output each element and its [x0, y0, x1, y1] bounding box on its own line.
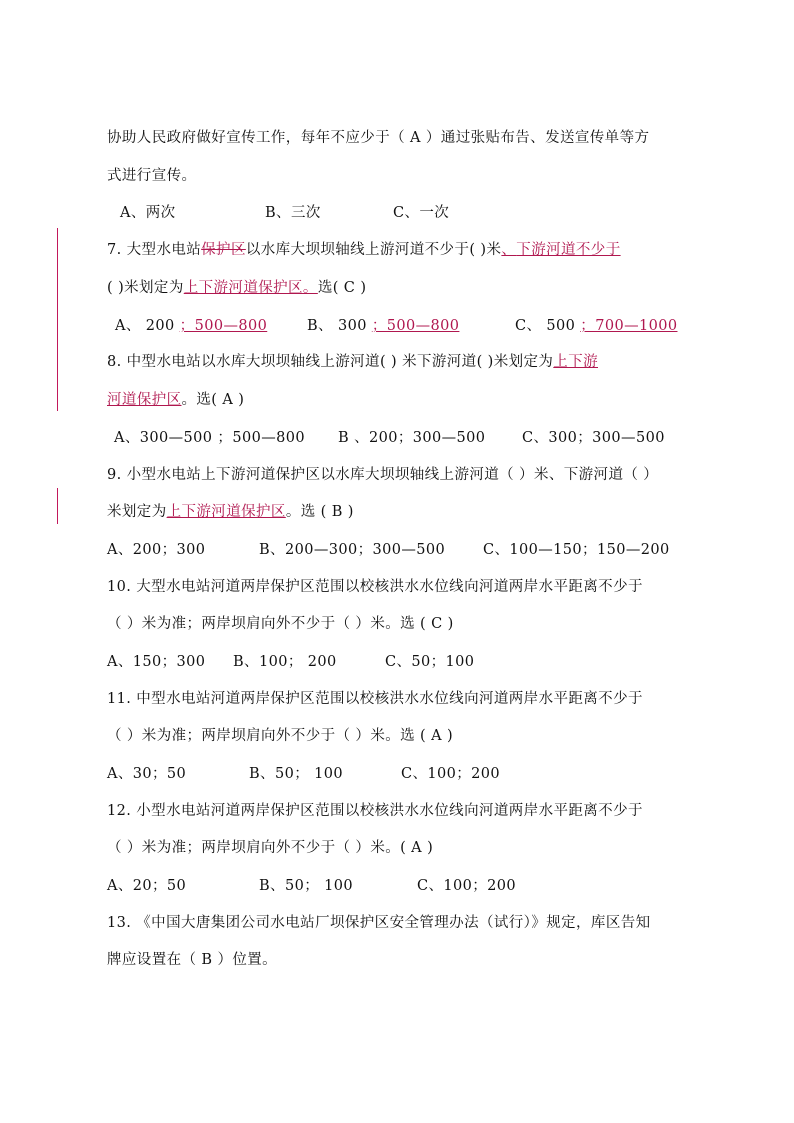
option-a: A、两次 [120, 205, 176, 221]
inserted-text: 下游河道不少于 [516, 242, 621, 258]
question-9-line-2 [107, 502, 354, 522]
text: 选( C ) [317, 280, 367, 296]
text: 以水库大坝坝轴线上游河道不少于( )米 [245, 242, 502, 258]
text: B、 300 [307, 318, 372, 334]
inserted-text: ；500—800 [179, 318, 268, 334]
text-line: 式进行宣传。 [107, 168, 197, 184]
question-11-options [107, 764, 500, 784]
option-c [515, 316, 677, 336]
option-b [307, 316, 515, 336]
option-c: C、50；100 [385, 654, 475, 670]
question-9-line-1: 9. 小型水电站上下游河道保护区以水库大坝坝轴线上游河道（ ）米、下游河道（ ） [107, 467, 659, 483]
question-13-line-2: 牌应设置在（ B ）位置。 [107, 952, 278, 968]
question-12-line-1: 12. 小型水电站河道两岸保护区范围以校核洪水水位线向河道两岸水平距离不少于 [107, 803, 643, 819]
question-8-options [114, 428, 665, 448]
option-c: C、100—150；150—200 [483, 542, 670, 558]
inserted-text: ；500—800 [371, 318, 460, 334]
inserted-text: 河道保护区 [107, 392, 182, 408]
option-b: B、100； 200 [233, 654, 337, 670]
text: C、 500 [515, 318, 581, 334]
option-a: A、300—500 ；500—800 [114, 430, 305, 446]
question-11-line-2: （ ）米为准；两岸坝肩向外不少于（ ）米。选 ( A ) [107, 728, 454, 744]
text-line: 协助人民政府做好宣传工作，每年不应少于（ A ）通过张贴布告、发送宣传单等方 [107, 130, 650, 146]
question-11-line-1: 11. 中型水电站河道两岸保护区范围以校核洪水水位线向河道两岸水平距离不少于 [107, 691, 643, 707]
inserted-text: 上下游河道保护区 [166, 504, 286, 520]
revision-bar [57, 228, 58, 411]
option-a [115, 316, 307, 336]
question-7-options [115, 316, 677, 336]
option-b: B、200—300；300—500 [259, 542, 446, 558]
option-c: C、100；200 [417, 878, 517, 894]
question-8-line-2 [107, 390, 244, 410]
option-c: C、100；200 [401, 766, 501, 782]
inserted-text: 、 [501, 242, 517, 258]
text: 。选( A ) [181, 392, 245, 408]
option-a: A、150；300 [107, 654, 206, 670]
question-7-line-2 [107, 278, 366, 298]
question-8-line-1 [107, 352, 598, 372]
deleted-text: 保护区 [201, 242, 246, 258]
option-a: A、30；50 [107, 766, 187, 782]
text: ( )米划定为 [107, 280, 184, 296]
question-12-line-2: （ ）米为准；两岸坝肩向外不少于（ ）米。( A ) [107, 840, 434, 856]
options-line [120, 203, 449, 223]
question-13-line-1: 13. 《中国大唐集团公司水电站厂坝保护区安全管理办法（试行）》规定，库区告知 [107, 915, 651, 931]
option-b: B、50； 100 [249, 766, 343, 782]
question-10-line-2: （ ）米为准；两岸坝肩向外不少于（ ）米。选 ( C ) [107, 616, 454, 632]
question-10-line-1: 10. 大型水电站河道两岸保护区范围以校核洪水水位线向河道两岸水平距离不少于 [107, 579, 643, 595]
question-7-line-1 [107, 240, 621, 260]
option-c: C、一次 [393, 205, 450, 221]
inserted-text: 上下游河道保护区。 [183, 280, 318, 296]
question-12-options [107, 876, 516, 896]
option-c: C、300；300—500 [522, 430, 665, 446]
text: 8. 中型水电站以水库大坝坝轴线上游河道( ) 米下游河道( )米划定为 [107, 354, 554, 370]
option-a: A、200；300 [107, 542, 206, 558]
option-b: B、三次 [265, 205, 321, 221]
text: A、 200 [115, 318, 180, 334]
option-b: B、50； 100 [259, 878, 353, 894]
revision-bar [57, 488, 58, 524]
text: 。选 ( B ) [285, 504, 354, 520]
inserted-text: ；700—1000 [580, 318, 678, 334]
option-a: A、20；50 [107, 878, 187, 894]
inserted-text: 上下游 [553, 354, 598, 370]
option-b: B 、200；300—500 [338, 430, 486, 446]
question-10-options [107, 652, 474, 672]
text: 米划定为 [107, 504, 167, 520]
text: 7. 大型水电站 [107, 242, 202, 258]
question-9-options [107, 540, 670, 560]
